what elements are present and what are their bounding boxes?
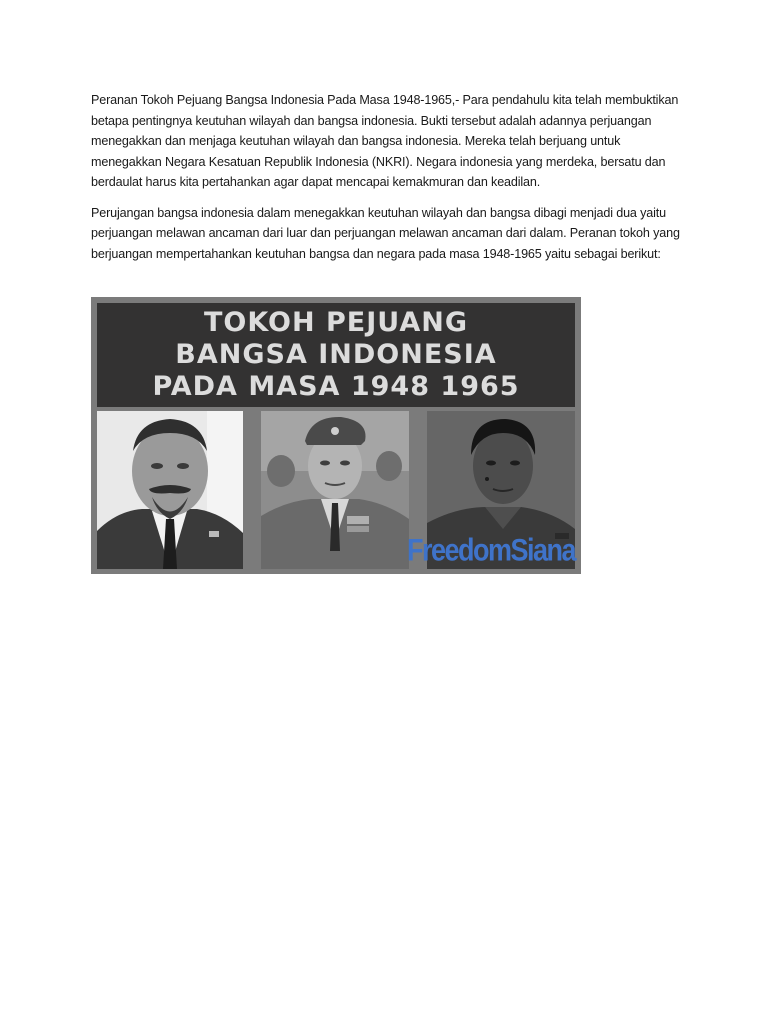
watermark-text: FreedomSiana [407, 532, 576, 568]
paragraph-struggle: Perujangan bangsa indonesia dalam menegakkan keutuhan wilayah dan bangsa dibagi menjadi dua yaitu perjuangan melawan ancaman dari luar dan perjuangan melawan ancaman dari dalam. Peranan tokoh yang berjuangan mempertahankan keutuhan bangsa dan negara pada masa 1948-1965 yaitu sebagai berikut: [91, 205, 680, 261]
document-body [91, 90, 681, 274]
banner-title-line-1: TOKOH PEJUANG [203, 307, 469, 338]
banner-title-line-3: PADA MASA 1948 1965 [152, 371, 520, 402]
banner-title-block [97, 303, 575, 407]
paragraph-intro: Peranan Tokoh Pejuang Bangsa Indonesia Pada Masa 1948-1965,- Para pendahulu kita telah membuktikan betapa pentingnya keutuhan wilayah dan bangsa indonesia. Bukti tersebut adalah adannya perjuangan menegakkan dan menjaga keutuhan wilayah dan bangsa indonesia. Mereka telah berjuang untuk menegakkan Negara Kesatuan Republik Indonesia (NKRI). Negara indonesia yang merdeka, bersatu dan berdaulat harus kita pertahankan agar dapat mencapai kemakmuran dan keadilan. [91, 93, 679, 189]
banner-title-line-2: BANGSA INDONESIA [175, 339, 497, 370]
portrait-photo-1 [97, 411, 243, 569]
portrait-photo-2 [261, 411, 409, 569]
heroes-banner-image [91, 297, 581, 574]
